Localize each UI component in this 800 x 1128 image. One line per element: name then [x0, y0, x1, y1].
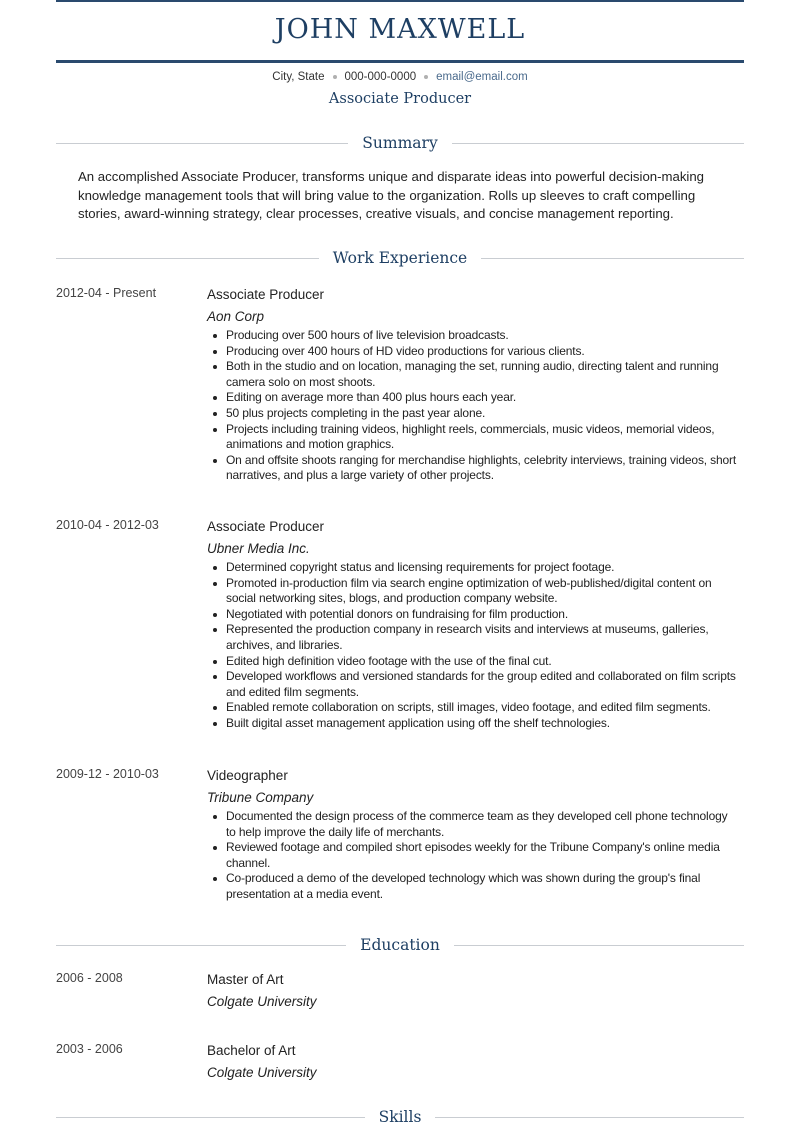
section-title: Summary: [362, 134, 438, 152]
entry-dates: 2010-04 - 2012-03: [56, 518, 159, 532]
bullet-list: [207, 560, 737, 732]
bullet-list: [207, 809, 737, 903]
skills-heading: [56, 1106, 744, 1128]
contact-line: [0, 71, 800, 83]
separator-dot-icon: [424, 75, 428, 79]
bullet-item: Edited high definition video footage with the use of the final cut.: [207, 654, 737, 670]
divider: [452, 143, 744, 144]
headline: Associate Producer: [328, 91, 472, 107]
school-name: Colgate University: [207, 1065, 317, 1080]
entry-body: [207, 286, 737, 484]
divider: [454, 945, 744, 946]
job-title: Associate Producer: [207, 519, 325, 534]
bullet-item: Developed workflows and versioned standards for the group edited and collaborated on film scripts and edited film segments.: [207, 669, 737, 700]
entry-dates: 2003 - 2006: [56, 1042, 123, 1056]
top-rule: [56, 0, 744, 2]
location: City, State: [272, 71, 325, 83]
entry-body: [207, 767, 737, 903]
work-experience-heading: [56, 247, 744, 269]
bullet-list: [207, 328, 737, 484]
degree: Bachelor of Art: [207, 1043, 296, 1058]
divider: [56, 1117, 365, 1118]
separator-dot-icon: [333, 75, 337, 79]
bullet-item: Built digital asset management application using off the shelf technologies.: [207, 716, 737, 732]
name-rule: [56, 60, 744, 63]
email-link[interactable]: email@email.com: [436, 71, 528, 83]
bullet-item: Documented the design process of the commerce team as they developed cell phone technology to help improve the daily life of merchants.: [207, 809, 737, 840]
divider: [56, 143, 348, 144]
section-title: Work Experience: [332, 249, 468, 267]
candidate-name: JOHN MAXWELL: [274, 14, 526, 45]
school-name: Colgate University: [207, 994, 317, 1009]
entry-body: [207, 1042, 737, 1082]
bullet-item: Producing over 400 hours of HD video productions for various clients.: [207, 344, 737, 360]
bullet-item: Editing on average more than 400 plus hours each year.: [207, 390, 737, 406]
bullet-item: Negotiated with potential donors on fundraising for film production.: [207, 607, 737, 623]
bullet-item: Both in the studio and on location, managing the set, running audio, directing talent and running camera solo on most shoots.: [207, 359, 737, 390]
bullet-item: Reviewed footage and compiled short episodes weekly for the Tribune Company's online media channel.: [207, 840, 737, 871]
education-heading: [56, 934, 744, 956]
company-name: Tribune Company: [207, 790, 314, 805]
bullet-item: Projects including training videos, highlight reels, commercials, music videos, memorial videos, animations and motion graphics.: [207, 422, 737, 453]
entry-dates: 2006 - 2008: [56, 971, 123, 985]
divider: [56, 945, 346, 946]
divider: [481, 258, 744, 259]
section-title: Skills: [378, 1108, 422, 1126]
entry-dates: 2012-04 - Present: [56, 286, 157, 300]
summary-text: An accomplished Associate Producer, transforms unique and disparate ideas into powerful decision-making knowledge management tools that will bring value to the organization. Rolls up sleeves to craft compelling stories, award-winning strategy, clear processes, creative visuals, and concise management reporting.: [78, 169, 705, 221]
phone: 000-000-0000: [344, 71, 417, 83]
entry-dates: 2009-12 - 2010-03: [56, 767, 159, 781]
bullet-item: On and offsite shoots ranging for merchandise highlights, celebrity interviews, training videos, short narratives, and plus a large variety of other projects.: [207, 453, 737, 484]
entry-body: [207, 518, 737, 732]
job-title: Associate Producer: [207, 287, 325, 302]
company-name: Ubner Media Inc.: [207, 541, 310, 556]
degree: Master of Art: [207, 972, 284, 987]
bullet-item: Determined copyright status and licensing requirements for project footage.: [207, 560, 737, 576]
section-title: Education: [360, 936, 440, 954]
bullet-item: Producing over 500 hours of live television broadcasts.: [207, 328, 737, 344]
entry-body: [207, 971, 737, 1011]
divider: [56, 258, 319, 259]
job-title: Videographer: [207, 768, 288, 783]
bullet-item: Enabled remote collaboration on scripts, still images, video footage, and edited film segments.: [207, 700, 737, 716]
divider: [435, 1117, 744, 1118]
bullet-item: 50 plus projects completing in the past year alone.: [207, 406, 737, 422]
bullet-item: Promoted in-production film via search engine optimization of web-published/digital content on social networking sites, blogs, and production company website.: [207, 576, 737, 607]
summary-heading: [56, 132, 744, 154]
company-name: Aon Corp: [207, 309, 265, 324]
bullet-item: Represented the production company in research visits and interviews at museums, galleries, archives, and libraries.: [207, 622, 737, 653]
bullet-item: Co-produced a demo of the developed technology which was shown during the group's final presentation at a media event.: [207, 871, 737, 902]
